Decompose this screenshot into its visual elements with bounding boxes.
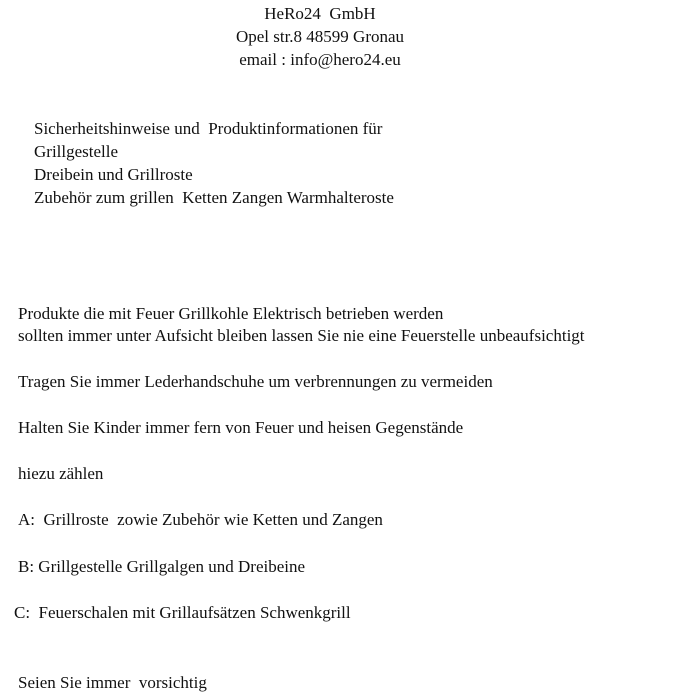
closing-note: Seien Sie immer vorsichtig [18,673,207,692]
includes-label: hiezu zählen [18,464,104,483]
company-header [0,2,640,71]
intro-line-1: Produkte die mit Feuer Grillkohle Elektrisch betrieben werden [18,304,444,323]
intro-line-2: sollten immer unter Aufsicht bleiben lassen Sie nie eine Feuerstelle unbeaufsichtigt [18,326,585,345]
title-line: Zubehör zum grillen Ketten Zangen Warmhalteroste [34,188,394,207]
title-line: Dreibein und Grillroste [34,165,193,184]
company-address: Opel str.8 48599 Gronau [235,27,405,46]
list-item-c: C: Feuerschalen mit Grillaufsätzen Schwenkgrill [14,603,351,622]
company-email: email : info@hero24.eu [239,50,401,69]
title-line: Grillgestelle [34,142,119,161]
children-warning: Halten Sie Kinder immer fern von Feuer und heisen Gegenstände [18,418,464,437]
gloves-warning: Tragen Sie immer Lederhandschuhe um verbrennungen zu vermeiden [18,372,493,391]
title-line: Sicherheitshinweise und Produktinformationen für [34,119,383,138]
document-title [34,117,394,209]
list-item-a: A: Grillroste zowie Zubehör wie Ketten und Zangen [18,510,383,529]
company-name: HeRo24 GmbH [264,4,376,23]
list-item-b: B: Grillgestelle Grillgalgen und Dreibeine [18,557,306,576]
